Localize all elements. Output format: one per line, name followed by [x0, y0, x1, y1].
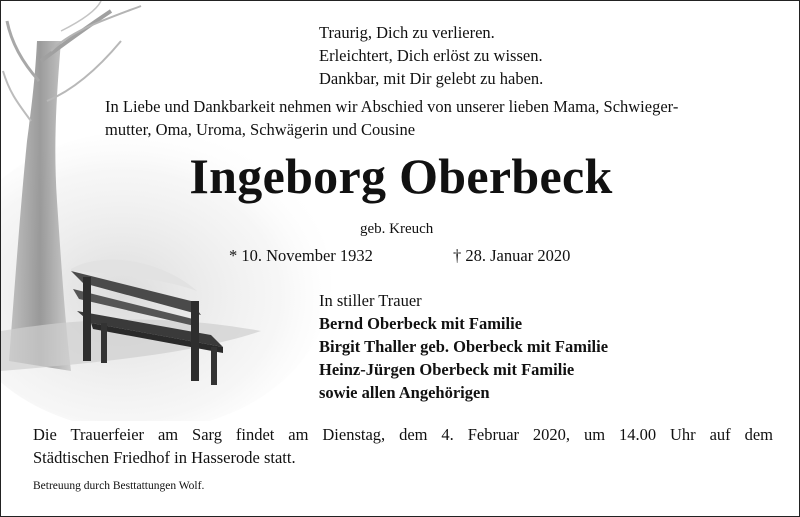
funeral-line: Die Trauerfeier am Sarg findet am Dienstag, dem 4. Februar 2020, um 14.00 Uhr auf dem	[33, 425, 773, 444]
farewell-intro	[105, 95, 678, 141]
mourner-name: Birgit Thaller geb. Oberbeck mit Familie	[319, 337, 609, 356]
verse-line: Dankbar, mit Dir gelebt zu haben.	[319, 69, 544, 88]
birth-date: * 10. November 1932	[229, 246, 373, 265]
mourners	[319, 289, 608, 404]
funeral-info	[33, 423, 773, 469]
mourner-name: sowie allen Angehörigen	[319, 383, 490, 402]
deceased-name: Ingeborg Oberbeck	[189, 148, 613, 204]
funeral-line: Städtischen Friedhof in Hasserode statt.	[33, 448, 296, 467]
birth-name: geb. Kreuch	[360, 221, 434, 237]
intro-line: In Liebe und Dankbarkeit nehmen wir Abschied von unserer lieben Mama, Schwieger-	[105, 97, 679, 116]
death-date: † 28. Januar 2020	[453, 246, 571, 265]
tree-and-bench-icon	[1, 1, 331, 421]
verse-line: Traurig, Dich zu verlieren.	[319, 23, 495, 42]
verse-line: Erleichtert, Dich erlöst zu wissen.	[319, 46, 543, 65]
mourners-heading: In stiller Trauer	[319, 291, 422, 310]
intro-line: mutter, Oma, Uroma, Schwägerin und Cousine	[105, 120, 416, 139]
undertaker-credit: Betreuung durch Besttattungen Wolf.	[33, 480, 205, 492]
mourner-name: Heinz-Jürgen Oberbeck mit Familie	[319, 360, 575, 379]
verse	[319, 21, 543, 90]
mourner-name: Bernd Oberbeck mit Familie	[319, 314, 523, 333]
